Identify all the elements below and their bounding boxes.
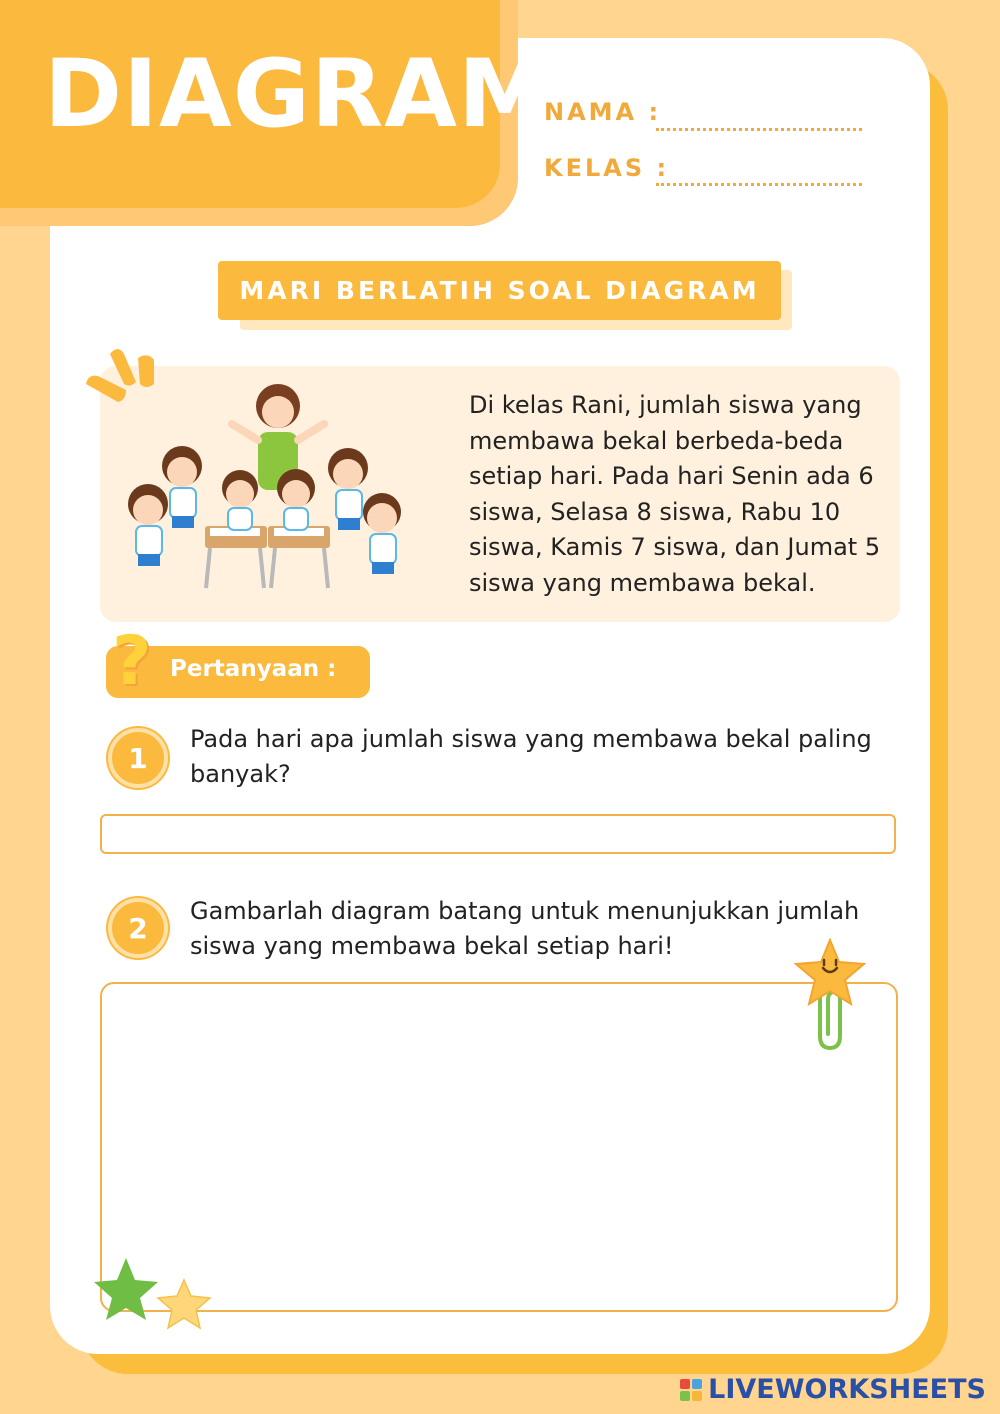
brand-footer (680, 1374, 986, 1405)
story-text: Di kelas Rani, jumlah siswa yang membawa bekal berbeda-beda setiap hari. Pada hari Senin ada 6 siswa, Selasa 8 siswa, Rabu 10 siswa, Kamis 7 siswa, dan Jumat 5 siswa yang membawa bekal. (469, 391, 881, 597)
brand-name: LIVEWORKSHEETS (708, 1374, 986, 1405)
question-number-2: 2 (108, 898, 168, 958)
question-number-1: 1 (108, 728, 168, 788)
question-mark-icon: ? (112, 622, 152, 701)
banner-text: MARI BERLATIH SOAL DIAGRAM (239, 276, 760, 305)
name-field[interactable] (656, 128, 862, 131)
class-field[interactable] (656, 183, 862, 186)
name-label: NAMA : (544, 98, 662, 126)
classroom-illustration (110, 376, 440, 608)
section-banner (218, 261, 781, 320)
brand-logo-icon (680, 1379, 702, 1401)
answer-2-drawing-area[interactable] (100, 982, 898, 1312)
question-2-text: Gambarlah diagram batang untuk menunjukkan jumlah siswa yang membawa bekal setiap hari! (190, 897, 860, 960)
star-paperclip-icon (794, 938, 866, 1058)
page-title: DIAGRAM (44, 40, 553, 149)
star-icon (94, 1256, 218, 1336)
question-1-text: Pada hari apa jumlah siswa yang membawa bekal paling banyak? (190, 725, 872, 788)
answer-1-input[interactable] (100, 814, 896, 854)
class-label: KELAS : (544, 154, 670, 182)
questions-label: Pertanyaan : (170, 656, 337, 682)
